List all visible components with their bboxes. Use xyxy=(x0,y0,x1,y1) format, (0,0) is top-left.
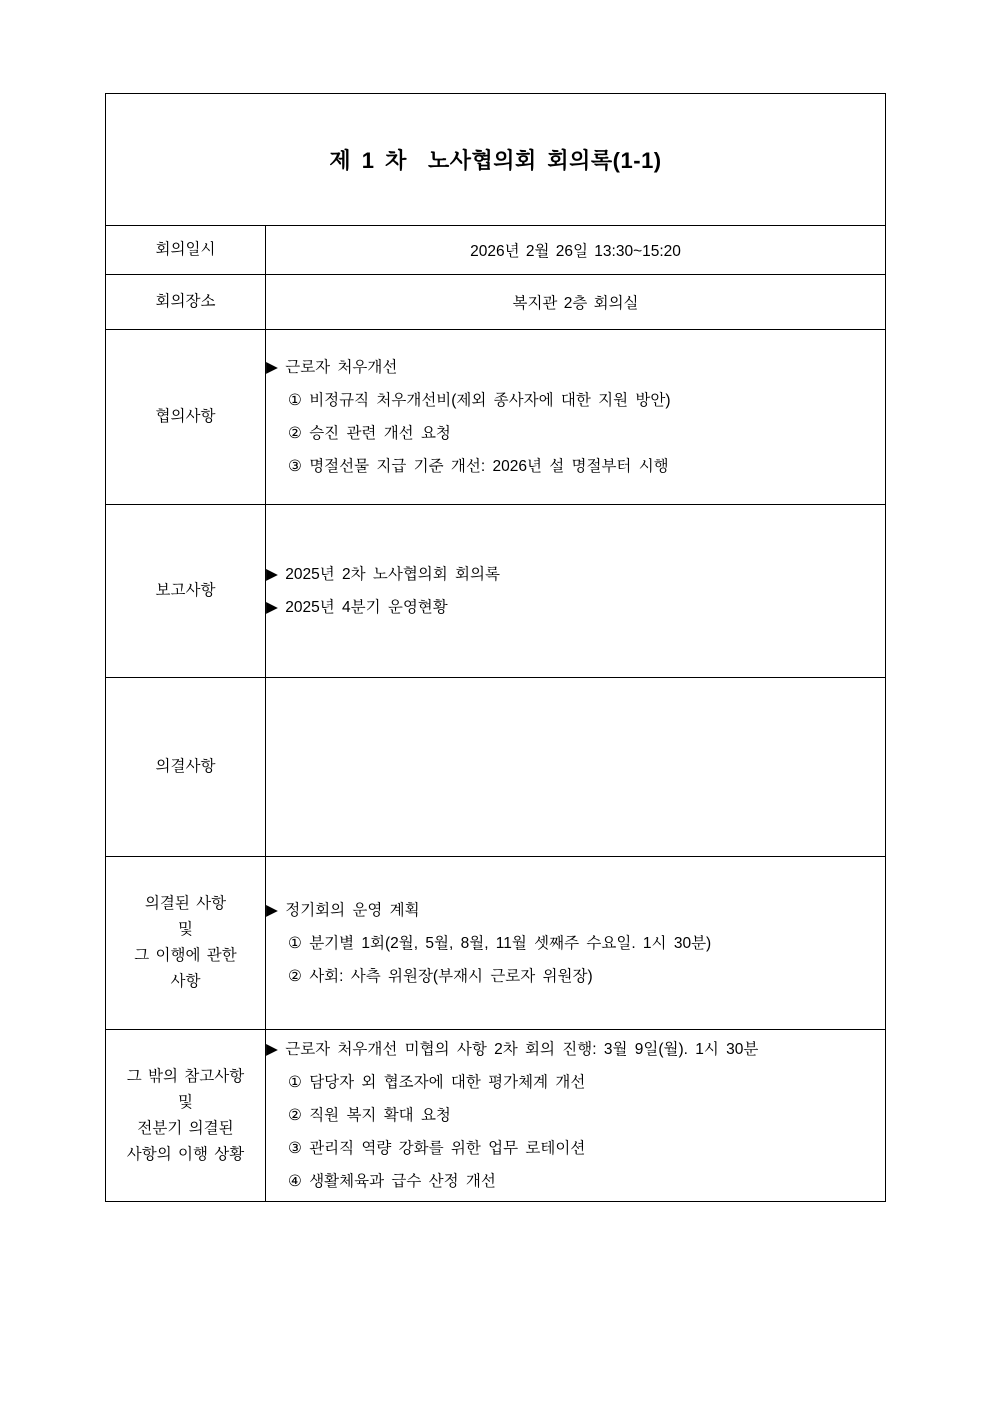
row-reports xyxy=(106,505,886,678)
reports-label: 보고사항 xyxy=(106,505,266,678)
title-row xyxy=(106,94,886,226)
row-resolutions xyxy=(106,678,886,857)
other-notes-line-item-2: ② 직원 복지 확대 요청 xyxy=(288,1107,451,1124)
other-notes-content xyxy=(266,1030,886,1202)
meeting-place-value: 복지관 2층 회의실 xyxy=(266,275,886,330)
meeting-datetime-value: 2026년 2월 26일 13:30~15:20 xyxy=(266,226,886,275)
other-notes-line-item-3: ③ 관리직 역량 강화를 위한 업무 로테이션 xyxy=(288,1140,586,1157)
decided-items-content xyxy=(266,857,886,1030)
decided-items-label-line-2: 및 xyxy=(178,921,193,938)
decided-items-label-line-1: 의결된 사항 xyxy=(144,895,227,912)
other-notes-label-line-1: 그 밖의 참고사항 xyxy=(126,1067,245,1085)
other-notes-label-line-2: 및 xyxy=(178,1093,193,1111)
other-notes-line-item-4: ④ 생활체육과 급수 산정 개선 xyxy=(288,1173,496,1190)
resolutions-content xyxy=(266,678,886,857)
other-notes-line-item-1: ① 담당자 외 협조자에 대한 평가체계 개선 xyxy=(288,1074,586,1091)
other-notes-label-line-3: 전분기 의결된 xyxy=(137,1119,234,1137)
row-decided-items xyxy=(106,857,886,1030)
other-notes-line-bullet: ▶ 근로자 처우개선 미협의 사항 2차 회의 진행: 3월 9일(월). 1시 30분 xyxy=(266,1041,759,1058)
row-other-notes xyxy=(106,1030,886,1202)
resolutions-label: 의결사항 xyxy=(106,678,266,857)
minutes-table xyxy=(105,93,886,1202)
meeting-place-label: 회의장소 xyxy=(106,275,266,330)
decided-items-label-line-4: 사항 xyxy=(170,973,201,990)
meeting-datetime-label: 회의일시 xyxy=(106,226,266,275)
agenda-line-item-2: ② 승진 관련 개선 요청 xyxy=(288,425,451,442)
row-agenda xyxy=(106,330,886,505)
decided-items-label-line-3: 그 이행에 관한 xyxy=(134,947,237,964)
decided-items-line-item-2: ② 사회: 사측 위원장(부재시 근로자 위원장) xyxy=(288,967,593,985)
reports-line-1: ▶ 2025년 2차 노사협의회 회의록 xyxy=(266,566,500,583)
document-title: 제 1 차 노사협의회 회의록(1-1) xyxy=(106,94,886,226)
row-meeting-place xyxy=(106,275,886,330)
agenda-line-bullet: ▶ 근로자 처우개선 xyxy=(266,359,398,376)
agenda-line-item-3: ③ 명절선물 지급 기준 개선: 2026년 설 명절부터 시행 xyxy=(288,458,669,475)
agenda-line-item-1: ① 비정규직 처우개선비(제외 종사자에 대한 지원 방안) xyxy=(288,392,671,409)
agenda-content xyxy=(266,330,886,505)
decided-items-line-item-1: ① 분기별 1회(2월, 5월, 8월, 11월 셋째주 수요일. 1시 30분) xyxy=(288,934,712,952)
decided-items-label xyxy=(106,857,266,1030)
row-meeting-datetime xyxy=(106,226,886,275)
reports-content xyxy=(266,505,886,678)
decided-items-line-bullet: ▶ 정기회의 운영 계획 xyxy=(266,901,420,919)
other-notes-label-line-4: 사항의 이행 상황 xyxy=(126,1145,245,1163)
reports-line-2: ▶ 2025년 4분기 운영현황 xyxy=(266,599,448,616)
agenda-label: 협의사항 xyxy=(106,330,266,505)
other-notes-label xyxy=(106,1030,266,1202)
